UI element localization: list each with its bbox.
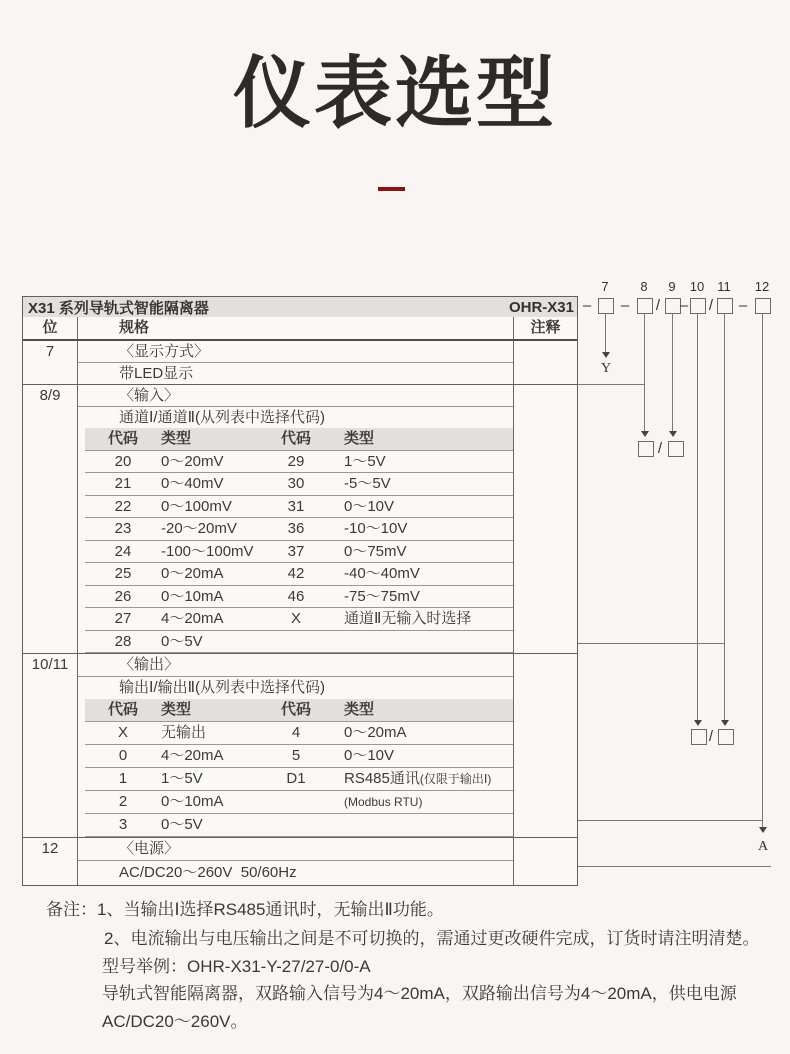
type-cell (336, 722, 513, 744)
code-cell: 26 (114, 587, 132, 605)
code-cell: 46 (287, 587, 305, 605)
section-output (23, 654, 577, 838)
type-cell: 0～20mA (161, 565, 224, 582)
type-cell: 4～20mA (161, 610, 224, 627)
code-cell: 37 (287, 542, 305, 560)
section-output-body (78, 654, 513, 837)
code-cell: 25 (114, 565, 132, 582)
output-code-row (85, 791, 513, 814)
code-cell: 22 (114, 497, 132, 515)
connector-line (578, 384, 645, 385)
output-code-table (85, 699, 513, 837)
series-label: X31 系列导轨式智能隔离器 (28, 299, 209, 317)
note-line: 备注：1、当输出Ⅰ选择RS485通讯时，无输出Ⅱ功能。 (46, 900, 444, 919)
note-line: 型号举例：OHR-X31-Y-27/27-0/0-A (102, 957, 371, 976)
stem-line (644, 313, 645, 431)
code-cell: 29 (287, 452, 305, 470)
type-cell: 通道Ⅱ无输入时选择 (344, 610, 472, 627)
note-cell (513, 838, 577, 885)
type-text-small: (仅限于输出Ⅰ) (419, 772, 492, 786)
note-cell (513, 341, 577, 384)
output-code-row (85, 768, 513, 791)
section-power (23, 838, 577, 885)
model-separator: / (655, 297, 661, 314)
code-header-cell: 代码 (280, 430, 311, 447)
model-separator: / (708, 297, 714, 314)
spec-title: 〈输入〉 (78, 385, 513, 407)
arrow-down-icon (721, 720, 729, 726)
pos-value: 8/9 (39, 387, 61, 404)
code-cell: 4 (291, 724, 301, 741)
column-header-row (23, 317, 577, 341)
power-code-label: A (757, 839, 769, 854)
stem-line (762, 313, 763, 827)
display-code-label: Y (600, 361, 612, 376)
code-cell: 21 (114, 475, 132, 492)
section-display-body (78, 341, 513, 384)
section-display (23, 341, 577, 385)
input-code-row (85, 473, 513, 496)
input-code-row (85, 541, 513, 564)
stem-line (672, 313, 673, 431)
spec-detail: AC/DC20～260V 50/60Hz (119, 864, 297, 881)
input-subtitle: 通道Ⅰ/通道Ⅱ(从列表中选择代码) (119, 409, 325, 426)
type-cell: 0～75mV (344, 542, 407, 560)
pair-slash: / (708, 728, 714, 745)
output-code-row (85, 745, 513, 768)
type-header-cell: 类型 (344, 701, 375, 718)
type-cell (336, 631, 513, 653)
page-title: 仪表选型 (232, 49, 557, 139)
model-separator: – (620, 297, 630, 314)
input-code-row (85, 631, 513, 654)
pair-box (718, 729, 734, 745)
code-cell: 3 (118, 816, 128, 833)
type-cell: -10～10V (344, 520, 408, 537)
code-cell: 42 (287, 565, 305, 582)
code-header-row (85, 428, 513, 451)
pair-box (668, 441, 684, 457)
arrow-down-icon (694, 720, 702, 726)
type-text: 0～10V (344, 747, 395, 764)
type-cell: 0～5V (161, 632, 203, 650)
model-digit-label: 11 (717, 279, 731, 294)
type-cell: 1～5V (161, 770, 203, 787)
code-cell: 31 (287, 497, 305, 515)
connector-line (578, 643, 725, 644)
model-box (755, 298, 771, 314)
input-code-row (85, 586, 513, 609)
note-line: 2、电流输出与电压输出之间是不可切换的，需通过更改硬件完成，订货时请注明清楚。 (104, 929, 760, 948)
model-box (717, 298, 733, 314)
note-cell (513, 385, 577, 653)
type-cell: 无输出 (161, 724, 207, 741)
table-title-bar (23, 297, 577, 317)
code-cell: X (290, 610, 301, 627)
input-code-table (85, 428, 513, 653)
arrow-down-icon (669, 431, 677, 437)
model-digit-label: 9 (668, 279, 676, 294)
type-cell: 1～5V (344, 452, 386, 470)
code-cell (256, 791, 336, 813)
type-cell (336, 791, 513, 813)
note-cell (513, 654, 577, 837)
arrow-down-icon (759, 827, 767, 833)
pair-box (638, 441, 654, 457)
code-cell: D1 (286, 770, 306, 787)
spec-detail: 带LED显示 (119, 365, 194, 382)
type-cell: 0～20mV (161, 452, 224, 470)
section-input-body (78, 385, 513, 653)
type-cell: 0～10V (344, 497, 395, 515)
input-code-row (85, 563, 513, 586)
pair-slash: / (657, 440, 663, 457)
pos-cell (23, 654, 78, 837)
type-cell: 0～10mA (161, 587, 224, 605)
section-power-body (78, 838, 513, 885)
model-digit-label: 12 (754, 279, 770, 294)
note-line: AC/DC20～260V。 (102, 1012, 248, 1031)
input-code-row (85, 608, 513, 631)
output-code-row (85, 814, 513, 837)
code-cell: 24 (114, 542, 132, 560)
type-cell: 0～100mV (161, 497, 232, 515)
pos-cell (23, 838, 78, 885)
model-separator: – (679, 297, 689, 314)
model-digit-label: 7 (601, 279, 609, 294)
pos-value: 7 (45, 343, 55, 360)
spec-title: 〈电源〉 (78, 838, 513, 861)
connector-line (578, 820, 763, 821)
type-cell: 0～5V (161, 816, 203, 833)
output-subtitle: 输出Ⅰ/输出Ⅱ(从列表中选择代码) (119, 679, 325, 696)
code-cell: X (117, 724, 128, 741)
type-text: RS485通讯 (344, 770, 420, 787)
type-cell: -100～100mV (161, 542, 254, 560)
code-cell: 5 (291, 747, 301, 764)
pos-column-header: 位 (23, 317, 78, 339)
code-header-cell: 代码 (107, 430, 138, 447)
model-box (598, 298, 614, 314)
code-cell (256, 814, 336, 836)
spec-column-header: 规格 (119, 319, 150, 336)
code-cell: 2 (118, 793, 128, 810)
stem-line (697, 313, 698, 720)
model-digit-label: 10 (689, 279, 705, 294)
model-separator: – (582, 297, 592, 314)
selection-table (22, 296, 578, 886)
code-header-row (85, 699, 513, 722)
type-cell (336, 745, 513, 767)
code-cell (256, 631, 336, 653)
pos-value: 12 (41, 840, 59, 857)
pos-cell (23, 341, 78, 384)
output-code-row (85, 722, 513, 745)
code-cell: 36 (287, 520, 305, 537)
code-cell: 27 (114, 610, 132, 627)
code-cell: 20 (114, 452, 132, 470)
type-cell (336, 768, 513, 790)
title-underline (378, 187, 405, 191)
pos-cell (23, 385, 78, 653)
type-cell: -75～75mV (344, 587, 420, 605)
code-cell: 30 (287, 475, 305, 492)
model-digit-label: 8 (640, 279, 648, 294)
arrow-down-icon (641, 431, 649, 437)
type-cell (336, 814, 513, 836)
stem-line (724, 313, 725, 720)
type-header-cell: 类型 (344, 430, 375, 447)
code-header-cell: 代码 (107, 701, 138, 718)
code-header-cell: 代码 (280, 701, 311, 718)
type-text: 0～20mA (344, 724, 407, 741)
type-header-cell: 类型 (161, 701, 192, 718)
code-cell: 28 (114, 632, 132, 650)
type-cell: 0～40mV (161, 475, 224, 492)
type-cell: -5～5V (344, 475, 391, 492)
note-column-header: 注释 (513, 317, 577, 339)
type-cell: -40～40mV (344, 565, 420, 582)
code-cell: 1 (118, 770, 128, 787)
code-cell: 23 (114, 520, 132, 537)
table-bottom-extension (578, 866, 771, 867)
input-code-row (85, 496, 513, 519)
arrow-down-icon (602, 352, 610, 358)
code-cell: 0 (118, 747, 128, 764)
section-input (23, 385, 577, 654)
stem-line (605, 313, 606, 352)
note-line: 导轨式智能隔离器，双路输入信号为4～20mA，双路输出信号为4～20mA，供电电源 (102, 984, 737, 1003)
type-cell: 4～20mA (161, 747, 224, 764)
type-cell: 0～10mA (161, 793, 224, 810)
type-cell: -20～20mV (161, 520, 237, 537)
model-separator: – (738, 297, 748, 314)
model-prefix: OHR-X31 (508, 298, 574, 316)
type-text-small: (Modbus RTU) (344, 795, 423, 809)
spec-title: 〈显示方式〉 (78, 341, 513, 363)
type-header-cell: 类型 (161, 430, 192, 447)
pos-value: 10/11 (31, 656, 69, 673)
input-code-row (85, 451, 513, 474)
input-code-row (85, 518, 513, 541)
spec-title: 〈输出〉 (78, 654, 513, 677)
